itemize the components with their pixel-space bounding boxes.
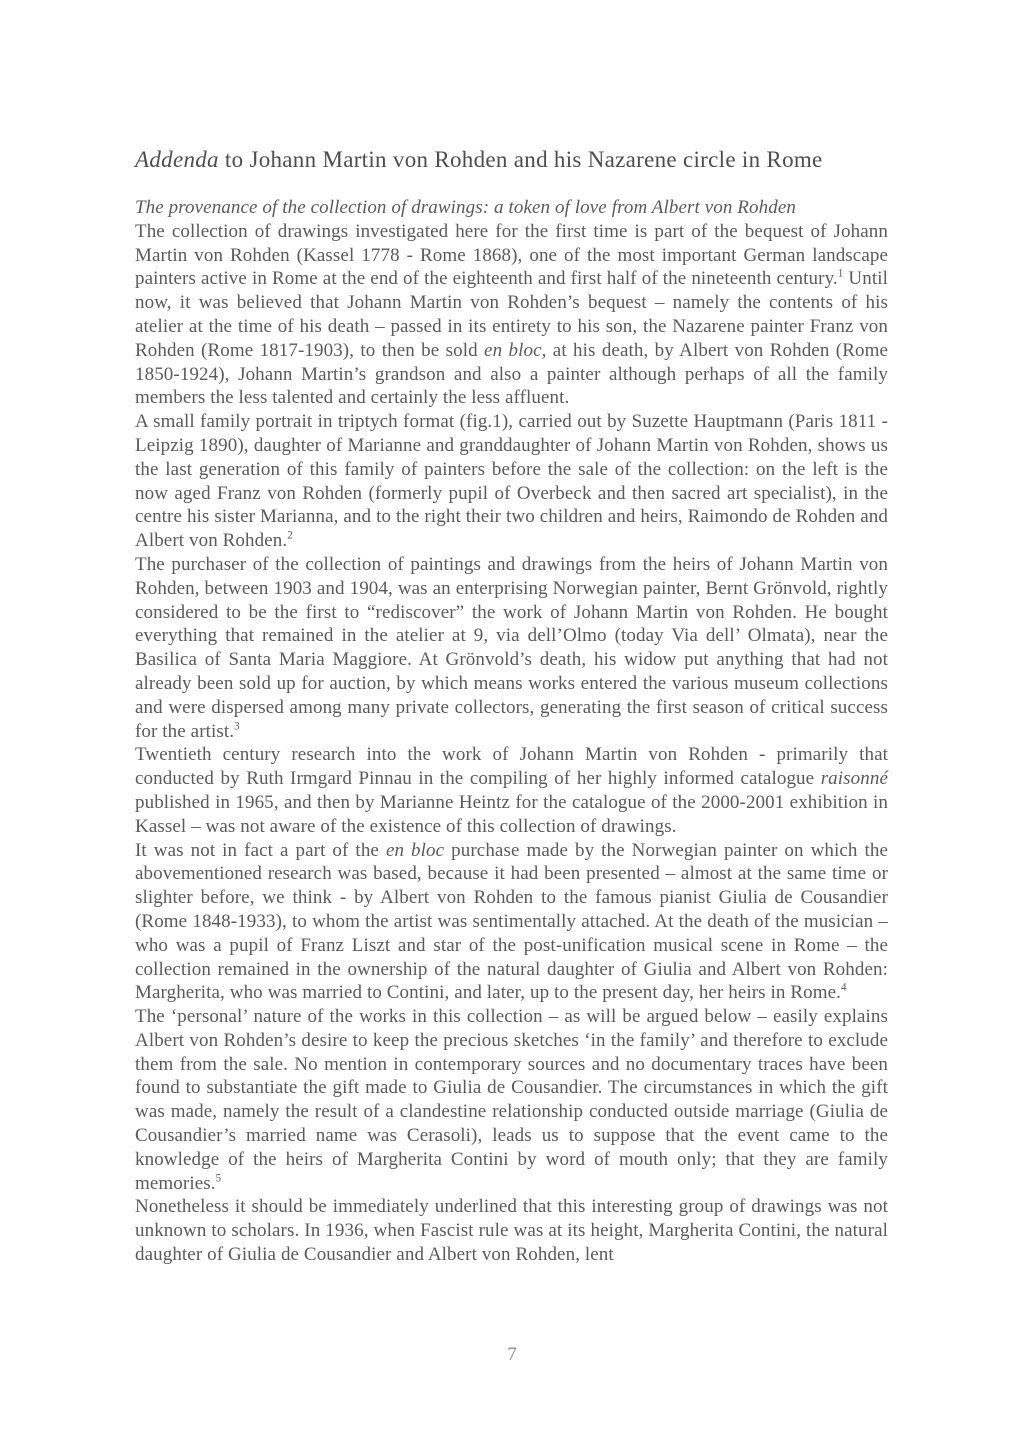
body-paragraph: Twentieth century research into the work of Johann Martin von Rohden - primarily that conducted by Ruth Irmgard Pinnau in the compiling of her highly informed catalogue raisonné published in 1965, and then by Marianne Heintz for the catalogue of the 2000-2001 exhibition in Kassel – was not aware of the existence of this collection of drawings. [135, 744, 888, 837]
body-paragraph: It was not in fact a part of the en bloc purchase made by the Norwegian painter on which the abovementioned research was based, because it had been presented – almost at the same time or slighter before, we think - by Albert von Rohden to the famous pianist Giulia de Cousandier (Rome 1848-1933), to whom the artist was sentimentally attached. At the death of the musician – who was a pupil of Franz Liszt and star of the post-unification musical scene in Rome – the collection remained in the ownership of the natural daughter of Giulia and Albert von Rohden: Margherita, who was married to Contini, and later, up to the present day, her heirs in Rome.$^4$ [135, 839, 888, 1004]
body-paragraph: The collection of drawings investigated here for the first time is part of the bequest of Johann Martin von Rohden (Kassel 1778 - Rome 1868), one of the most important German landscape painters active in Rome at the end of the eighteenth and first half of the nineteenth century.$^1$ Until now, it was believed that Johann Martin von Rohden’s bequest – namely the contents of his atelier at the time of his death – passed in its entirety to his son, the Nazarene painter Franz von Rohden (Rome 1817-1903), to then be sold en bloc, at his death, by Albert von Rohden (Rome 1850-1924), Johann Martin’s grandson and also a painter although perhaps of all the family members the less talented and certainly the less affluent. [135, 220, 888, 409]
article-body [135, 196, 888, 1267]
text-column [135, 146, 888, 1267]
article-title: Addenda to Johann Martin von Rohden and his Nazarene circle in Rome [135, 147, 823, 172]
body-paragraph: The ‘personal’ nature of the works in this collection – as will be argued below – easily explains Albert von Rohden’s desire to keep the precious sketches ‘in the family’ and therefore to exclude them from the sale. No mention in contemporary sources and no documentary traces have been found to substantiate the gift made to Giulia de Cousandier. The circumstances in which the gift was made, namely the result of a clandestine relationship conducted outside marriage (Giulia de Cousandier’s married name was Cerasoli), leads us to suppose that the event came to the knowledge of the heirs of Margherita Contini by word of mouth only; that they are family memories.$^5$ [135, 1006, 888, 1194]
body-paragraph: The purchaser of the collection of paintings and drawings from the heirs of Johann Martin von Rohden, between 1903 and 1904, was an enterprising Norwegian painter, Bernt Grönvold, rightly considered to be the first to “rediscover” the work of Johann Martin von Rohden. He bought everything that remained in the atelier at 9, via dell’Olmo (today Via dell’ Olmata), near the Basilica of Santa Maria Maggiore. At Grönvold’s death, his widow put anything that had not already been sold up for auction, by which means works entered the various museum collections and were dispersed among many private collectors, generating the first season of critical success for the artist.$^3$ [135, 553, 888, 742]
body-paragraph: A small family portrait in triptych format (fig.1), carried out by Suzette Hauptmann (Paris 1811 - Leipzig 1890), daughter of Marianne and granddaughter of Johann Martin von Rohden, shows us the last generation of this family of painters before the sale of the collection: on the left is the now aged Franz von Rohden (formerly pupil of Overbeck and then sacred art specialist), in the centre his sister Marianna, and to the right their two children and heirs, Raimondo de Rohden and Albert von Rohden.$^2$ [135, 411, 888, 552]
article-subtitle: The provenance of the collection of drawings: a token of love from Albert von Rohden [135, 197, 796, 218]
page-number: 7 [507, 1344, 517, 1365]
body-paragraph: Nonetheless it should be immediately underlined that this interesting group of drawings was not unknown to scholars. In 1936, when Fascist rule was at its height, Margherita Contini, the natural daughter of Giulia de Cousandier and Albert von Rohden, lent [135, 1196, 888, 1266]
